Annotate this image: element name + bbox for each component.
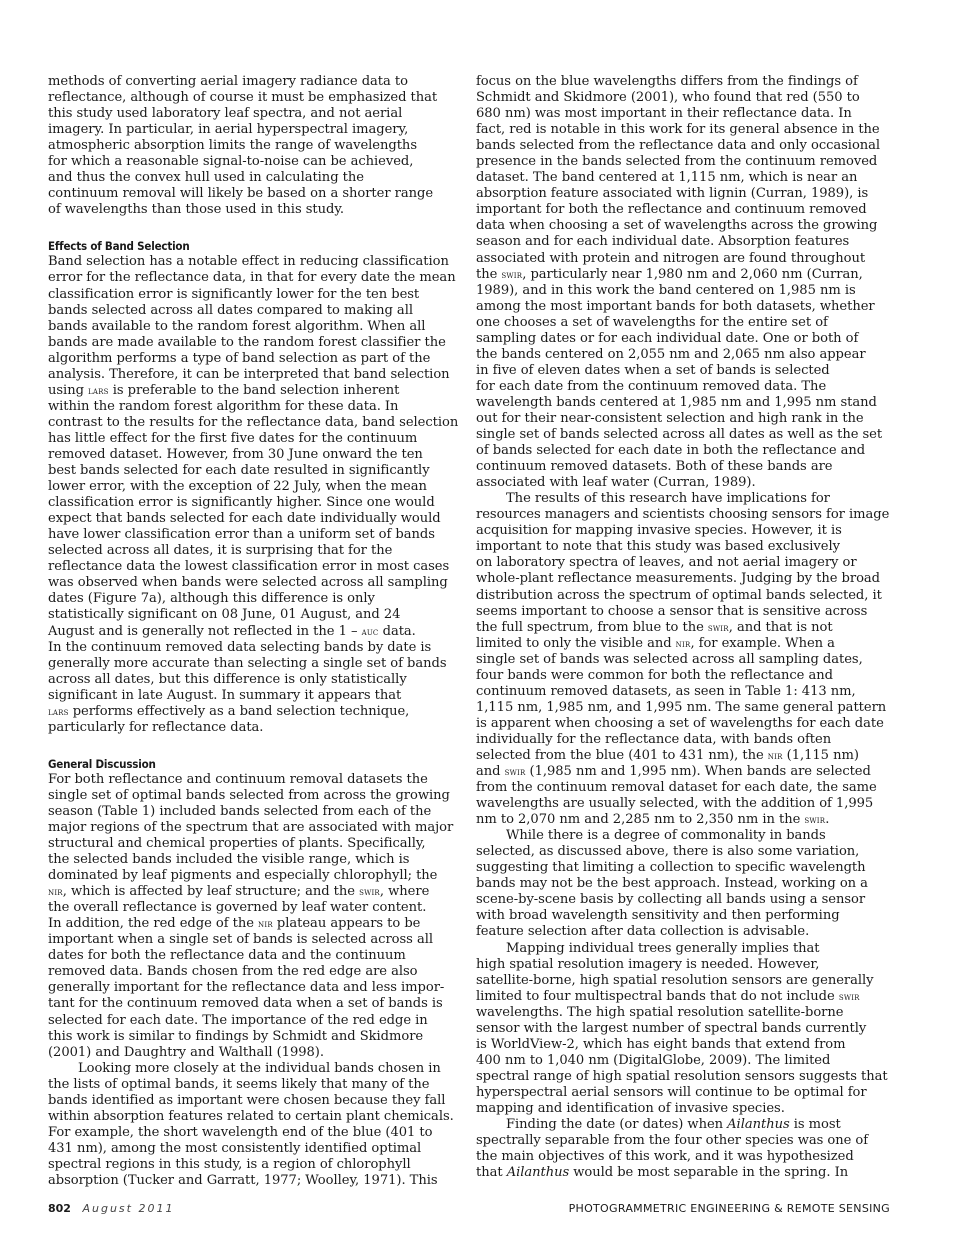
text-line: using lars is preferable to the band selection inherent <box>48 382 400 398</box>
text-line: expect that bands selected for each date individually would <box>48 511 441 527</box>
text-line: While there is a degree of commonality in bands <box>506 828 826 844</box>
text-line: lars performs effectively as a band selection technique, <box>48 703 410 719</box>
text-line: classification error is significantly higher. Since one would <box>48 495 435 511</box>
text-line: satellite-borne, high spatial resolution sensors are generally <box>476 972 874 988</box>
text-line: 400 nm to 1,040 nm (DigitalGlobe, 2009). The limited <box>476 1052 831 1068</box>
text-line: contrast to the results for the reflectance data, band selection <box>48 414 459 430</box>
text-line: Band selection has a notable effect in reducing classification <box>48 254 449 270</box>
text-line: 1,115 nm, 1,985 nm, and 1,995 nm. The same general pattern <box>476 699 887 715</box>
text-line: the main objectives of this work, and it was hypothesized <box>476 1149 854 1165</box>
text-line: particularly for reflectance data. <box>48 719 264 735</box>
text-line: is WorldView-2, which has eight bands that extend from <box>476 1036 846 1052</box>
text-line: among the most important bands for both datasets, whether <box>476 298 875 314</box>
text-line: nm to 2,070 nm and 2,285 nm to 2,350 nm in the swir. <box>476 812 830 828</box>
text-line: fact, red is notable in this work for its general absence in the <box>476 122 880 138</box>
text-line: has little effect for the first five dates for the continuum <box>48 430 418 446</box>
text-line: dominated by leaf pigments and especially chlorophyll; the <box>48 868 438 884</box>
text-line: season (Table 1) included bands selected from each of the <box>48 803 432 819</box>
text-line: continuum removed datasets, as seen in Table 1: 413 nm, <box>476 683 856 699</box>
text-line: the full spectrum, from blue to the swir, and that is not <box>476 619 833 635</box>
text-line: 1989), and in this work the band centered on 1,985 nm is <box>476 282 856 298</box>
text-line: selected for each date. The importance of the red edge in <box>48 1012 428 1028</box>
text-line: analysis. Therefore, it can be interpreted that band selection <box>48 366 450 382</box>
text-line: with broad wavelength sensitivity and then performing <box>476 908 840 924</box>
text-line: in five of eleven dates when a set of bands is selected <box>476 362 830 378</box>
text-line: and thus the convex hull used in calculating the <box>48 170 364 186</box>
text-line: feature selection after data collection is advisable. <box>476 924 810 940</box>
text-line: associated with protein and nitrogen are found throughout <box>476 250 866 266</box>
text-line: selected across all dates, it is surprising that for the <box>48 543 393 559</box>
text-line: was observed when bands were selected across all sampling <box>48 575 448 591</box>
issue-date: August 2011 <box>82 1202 175 1215</box>
page-number: 802 <box>48 1202 71 1215</box>
text-line: important to note that this study was based exclusively <box>476 539 840 555</box>
text-line: sampling dates or for each individual date. One or both of <box>476 330 859 346</box>
paragraph-implications <box>476 491 890 828</box>
text-line: whole-plant reflectance measurements. Judging by the broad <box>476 571 880 587</box>
text-line: have lower classification error than a uniform set of bands <box>48 527 435 543</box>
paragraph-ailanthus-date <box>476 1117 890 1181</box>
text-line: bands may not be the best approach. Instead, working on a <box>476 876 868 892</box>
text-line: hyperspectral aerial sensors will continue to be optimal for <box>476 1084 867 1100</box>
text-line: atmospheric absorption limits the range of wavelengths <box>48 138 417 154</box>
text-line: spectral range of high spatial resolution sensors suggests that <box>476 1068 888 1084</box>
text-line: For example, the short wavelength end of the blue (401 to <box>48 1124 433 1140</box>
text-line: presence in the bands selected from the continuum removed <box>476 154 878 170</box>
text-line: sensor with the largest number of spectral bands currently <box>476 1020 867 1036</box>
text-line: within the random forest algorithm for these data. In <box>48 398 399 414</box>
text-line: for which a reasonable signal-to-noise can be achieved, <box>48 154 414 170</box>
text-line: nir, which is affected by leaf structure; and the swir, where <box>48 884 430 900</box>
text-line: the overall reflectance is governed by leaf water content. <box>48 900 427 916</box>
text-line: within absorption features related to certain plant chemicals. <box>48 1108 454 1124</box>
text-line: selected, as discussed above, there is also some variation, <box>476 844 860 860</box>
text-line: dates for both the reflectance data and the continuum <box>48 948 406 964</box>
text-line: limited to only the visible and nir, for example. When a <box>476 635 835 651</box>
text-line: seems important to choose a sensor that is sensitive across <box>476 603 868 619</box>
paragraph-band-selection <box>48 254 466 735</box>
text-line: on laboratory spectra of leaves, and not aerial imagery or <box>476 555 857 571</box>
paragraph-mapping-trees <box>476 941 890 1118</box>
text-line: dates (Figure 7a), although this difference is only <box>48 591 375 607</box>
text-line: Schmidt and Skidmore (2001), who found that red (550 to <box>476 90 860 106</box>
text-line: distribution across the spectrum of optimal bands selected, it <box>476 587 882 603</box>
text-line: one chooses a set of wavelengths for the entire set of <box>476 314 828 330</box>
text-line: the bands centered on 2,055 nm and 2,065 nm also appear <box>476 346 866 362</box>
text-line: algorithm performs a type of band selection as part of the <box>48 350 431 366</box>
paragraph-commonality <box>476 828 890 940</box>
text-line: classification error is significantly lower for the ten best <box>48 286 420 302</box>
text-line: focus on the blue wavelengths differs from the findings of <box>476 74 858 89</box>
text-line: For both reflectance and continuum removal datasets the <box>48 771 428 787</box>
text-line: absorption (Tucker and Garratt, 1977; Woolley, 1971). This <box>48 1173 438 1188</box>
text-line: wavelength bands centered at 1,985 nm and 1,995 nm stand <box>476 394 877 410</box>
text-line: continuum removed datasets. Both of these bands are <box>476 459 833 475</box>
text-line: Looking more closely at the individual bands chosen in <box>78 1060 441 1076</box>
text-line: and swir (1,985 nm and 1,995 nm). When bands are selected <box>476 764 871 780</box>
text-line: The results of this research have implications for <box>506 491 830 507</box>
text-line: single set of optimal bands selected from across the growing <box>48 787 450 803</box>
text-line: wavelengths. The high spatial resolution satellite-borne <box>476 1004 844 1020</box>
text-line: of bands selected for each date in both the reflectance and <box>476 443 866 459</box>
text-line: 680 nm) was most important in their reflectance data. In <box>476 106 852 122</box>
text-line: lower error, with the exception of 22 July, when the mean <box>48 479 427 495</box>
text-line: absorption feature associated with lignin (Curran, 1989), is <box>476 186 869 202</box>
right-column <box>476 74 890 1181</box>
text-line: scene-by-scene basis by collecting all bands using a sensor <box>476 892 866 908</box>
text-line: the selected bands included the visible range, which is <box>48 852 410 868</box>
paragraph-blue-focus <box>476 74 890 491</box>
text-line: bands selected from the reflectance data and only occasional <box>476 138 881 154</box>
text-line: of wavelengths than those used in this study. <box>48 202 345 218</box>
text-line: bands identified as important were chosen because they fall <box>48 1092 446 1108</box>
text-line: (2001) and Daughtry and Walthall (1998). <box>48 1044 324 1060</box>
text-line: spectrally separable from the four other species was one of <box>476 1133 869 1149</box>
text-line: individually for the reflectance data, with bands often <box>476 731 832 747</box>
text-line: imagery. In particular, in aerial hyperspectral imagery, <box>48 122 409 138</box>
text-line: significant in late August. In summary it appears that <box>48 687 402 703</box>
text-line: reflectance, although of course it must be emphasized that <box>48 90 438 106</box>
text-line: high spatial resolution imagery is needed. However, <box>476 956 820 972</box>
text-line: In addition, the red edge of the nir plateau appears to be <box>48 916 421 932</box>
text-line: error for the reflectance data, in that for every date the mean <box>48 270 456 286</box>
journal-name: PHOTOGRAMMETRIC ENGINEERING & REMOTE SENSING <box>568 1202 890 1215</box>
text-line: generally important for the reflectance data and less impor- <box>48 980 445 996</box>
text-line: mapping and identification of invasive species. <box>476 1101 785 1116</box>
text-line: In the continuum removed data selecting bands by date is <box>48 639 432 655</box>
text-line: August and is generally not reflected in the 1 – auc data. <box>48 623 416 639</box>
text-line: single set of bands selected across all dates as well as the set <box>476 427 883 443</box>
text-line: for each date from the continuum removed data. The <box>476 378 827 394</box>
text-line: structural and chemical properties of plants. Specifically, <box>48 836 426 852</box>
text-line: generally more accurate than selecting a single set of bands <box>48 655 447 671</box>
text-line: acquisition for mapping invasive species. However, it is <box>476 523 842 539</box>
text-line: this study used laboratory leaf spectra, and not aerial <box>48 106 403 122</box>
text-line: four bands were common for both the reflectance and <box>476 667 833 683</box>
text-line: bands selected across all dates compared to making all <box>48 302 413 318</box>
text-line: the lists of optimal bands, it seems likely that many of the <box>48 1076 430 1092</box>
text-line: removed dataset. However, from 30 June onward the ten <box>48 446 423 462</box>
text-line: associated with leaf water (Curran, 1989). <box>476 475 756 491</box>
text-line: continuum removal will likely be based on a shorter range <box>48 186 434 202</box>
text-line: single set of bands was selected across all sampling dates, <box>476 651 863 667</box>
text-line: from the continuum removal dataset for each date, the same <box>476 780 877 796</box>
text-line: data when choosing a set of wavelengths across the growing <box>476 218 878 234</box>
text-line: removed data. Bands chosen from the red edge are also <box>48 964 418 980</box>
paragraph-absorption-features <box>48 1061 466 1189</box>
text-line: important for both the reflectance and continuum removed <box>476 202 867 218</box>
text-line: season and for each individual date. Absorption features <box>476 234 850 250</box>
text-line: bands available to the random forest algorithm. When all <box>48 318 426 334</box>
left-column <box>48 74 466 1189</box>
text-line: tant for the continuum removed data when a set of bands is <box>48 996 443 1012</box>
text-line: reflectance data the lowest classification error in most cases <box>48 559 450 575</box>
paragraph-convex-hull <box>48 74 466 218</box>
paragraph-optimal-bands <box>48 772 466 1061</box>
text-line: suggesting that limiting a collection to specific wavelength <box>476 860 866 876</box>
text-line: out for their near-consistent selection and high rank in the <box>476 410 864 426</box>
text-line: spectral regions in this study, is a region of chlorophyll <box>48 1156 411 1172</box>
text-line: methods of converting aerial imagery radiance data to <box>48 74 408 89</box>
text-line: resources managers and scientists choosing sensors for image <box>476 507 890 523</box>
text-line: 431 nm), among the most consistently identified optimal <box>48 1140 422 1156</box>
text-line: statistically significant on 08 June, 01 August, and 24 <box>48 607 401 623</box>
text-line: Mapping individual trees generally implies that <box>506 940 820 956</box>
text-line: selected from the blue (401 to 431 nm), the nir (1,115 nm) <box>476 747 859 763</box>
text-line: limited to four multispectral bands that do not include swir <box>476 988 860 1004</box>
text-line: dataset. The band centered at 1,115 nm, which is near an <box>476 170 858 186</box>
footer-page-info <box>48 1202 174 1215</box>
section-heading-general-discussion: General Discussion <box>48 756 156 771</box>
text-line: important when a single set of bands is selected across all <box>48 932 433 948</box>
text-line: this work is similar to findings by Schmidt and Skidmore <box>48 1028 424 1044</box>
text-line: best bands selected for each date resulted in significantly <box>48 463 430 479</box>
text-line: across all dates, but this difference is only statistically <box>48 671 407 687</box>
text-line: wavelengths are usually selected, with the addition of 1,995 <box>476 796 874 812</box>
text-line: bands are made available to the random forest classifier the <box>48 334 446 350</box>
text-line: that Ailanthus would be most separable in the spring. In <box>476 1165 849 1181</box>
text-line: major regions of the spectrum that are associated with major <box>48 819 454 835</box>
text-line: is apparent when choosing a set of wavelengths for each date <box>476 715 884 731</box>
section-heading-band-selection: Effects of Band Selection <box>48 239 190 254</box>
text-line: the swir, particularly near 1,980 nm and 2,060 nm (Curran, <box>476 266 863 282</box>
text-line: Finding the date (or dates) when Ailanthus is most <box>506 1117 841 1133</box>
